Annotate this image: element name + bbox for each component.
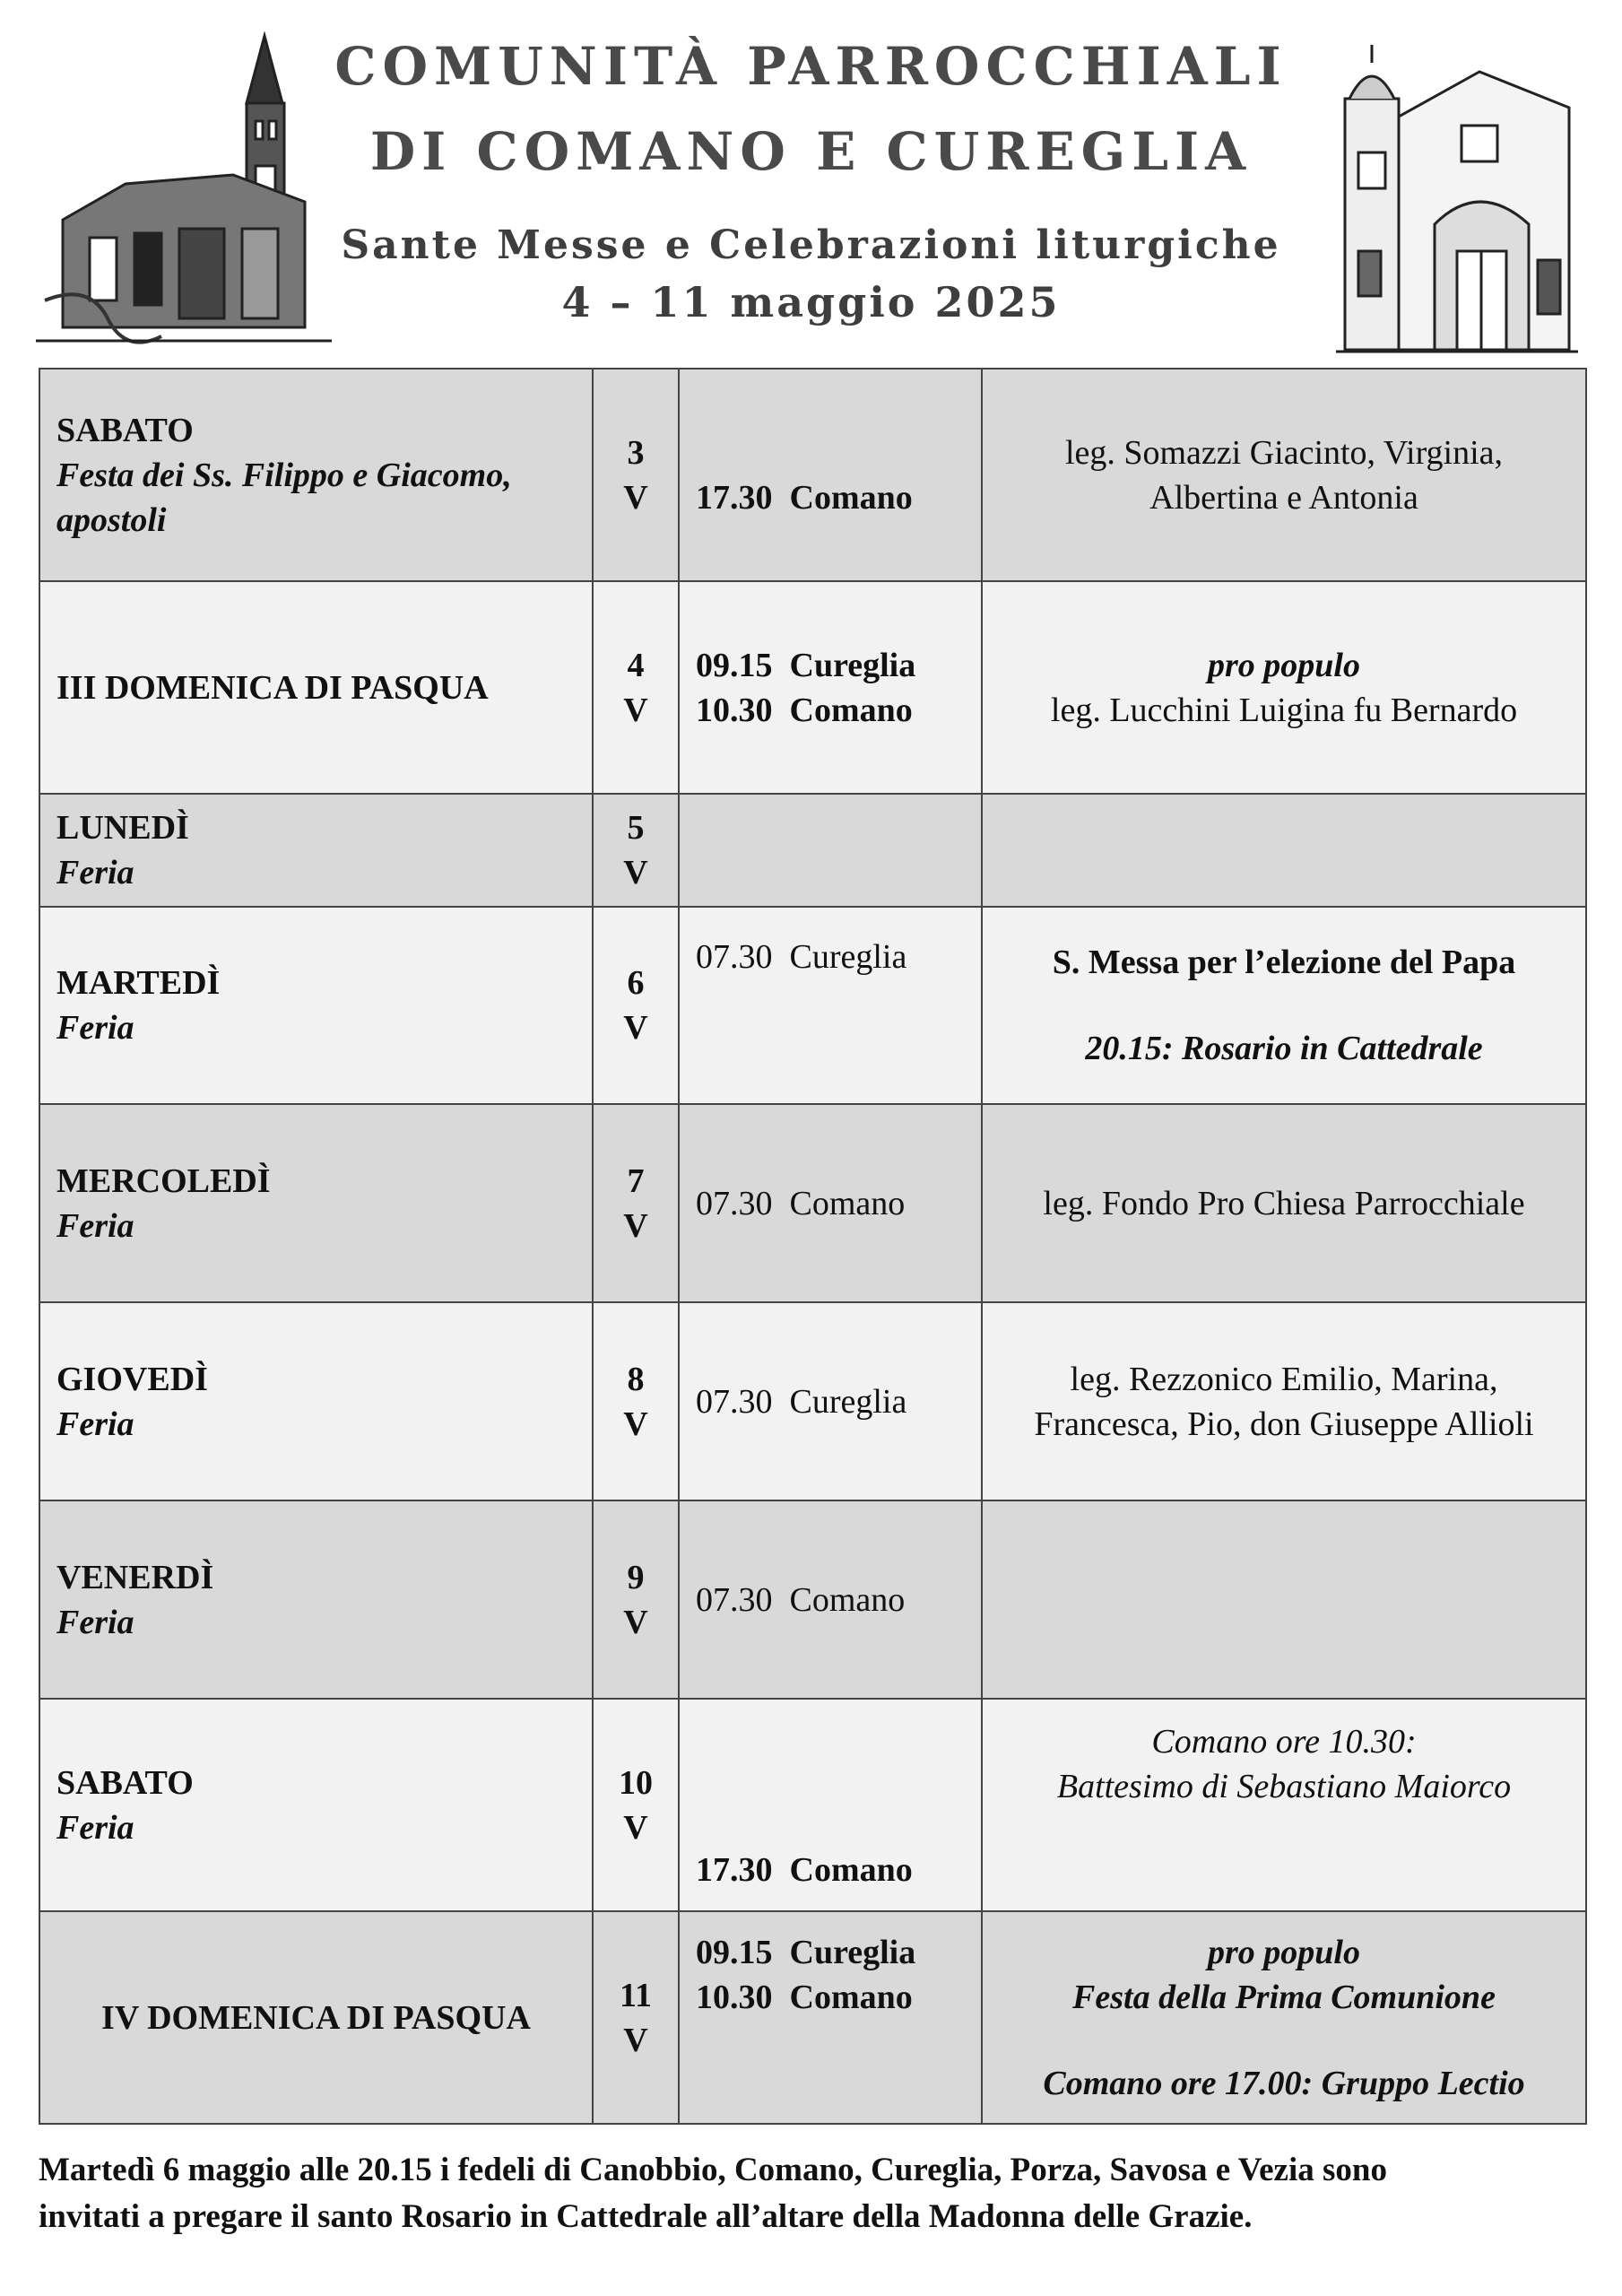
date-cell [593,1699,679,1911]
date-number: 7 [627,1161,645,1200]
date-cell [593,581,679,794]
footer-line: invitati a pregare il santo Rosario in Cattedrale all’altare della Madonna delle Grazie. [39,2198,1253,2235]
table-row [39,1500,1586,1699]
day-note: Feria [56,1808,134,1847]
intent-cell [982,1911,1586,2124]
day-note: Festa dei Ss. Filippo e Giacomo, apostoli [56,456,512,539]
table-row [39,1911,1586,2124]
day-name: VENERDÌ [56,1558,214,1596]
date-cell [593,794,679,907]
day-cell [39,794,593,907]
mass-time: 17.30 Comano [696,478,913,517]
intent-line: leg. Lucchini Luigina fu Bernardo [1050,691,1518,729]
day-name: MERCOLEDÌ [56,1161,271,1200]
day-note: Feria [56,1206,134,1245]
intent-cell [982,581,1586,794]
table-row [39,907,1586,1104]
mass-time: 09.15 Cureglia [696,646,916,684]
day-name: GIOVEDÌ [56,1360,208,1398]
mass-time: 09.15 Cureglia [696,1934,916,1971]
day-name: SABATO [56,411,194,449]
intent-line: S. Messa per l’elezione del Papa [1052,944,1516,981]
times-cell [679,1302,982,1500]
intent-cell [982,907,1586,1104]
liturgical-color: V [623,1808,648,1847]
date-number: 3 [627,433,645,472]
date-cell [593,1911,679,2124]
times-cell [679,1911,982,2124]
church-right-icon [1336,45,1578,354]
mass-time: 10.30 Comano [696,1979,913,2016]
times-cell [679,907,982,1104]
subtitle: Sante Messe e Celebrazioni liturgiche [341,222,1281,268]
day-note: Feria [56,1405,134,1443]
day-name: MARTEDÌ [56,964,221,1002]
mass-time: 17.30 Comano [696,1851,913,1889]
date-cell [593,1302,679,1500]
day-name: LUNEDÌ [56,809,189,847]
footer-note [39,2147,1594,2240]
liturgical-color: V [623,1009,648,1047]
intent-line: Comano ore 10.30: [1151,1723,1417,1761]
table-row [39,369,1586,581]
date-cell [593,907,679,1104]
title-line-2: DI COMANO E CUREGLIA [369,121,1253,182]
day-name: III DOMENICA DI PASQUA [56,668,489,707]
times-cell [679,1104,982,1302]
intent-line: leg. Fondo Pro Chiesa Parrocchiale [1043,1184,1525,1222]
table-row [39,581,1586,794]
liturgical-color: V [623,1206,648,1245]
day-cell [39,1911,593,2124]
day-cell [39,1699,593,1911]
day-note: Feria [56,1603,134,1641]
intent-cell [982,1302,1586,1500]
mass-time: 07.30 Cureglia [696,938,907,976]
date-number: 10 [619,1763,653,1802]
intent-cell [982,1104,1586,1302]
intent-line: leg. Rezzonico Emilio, Marina, [1070,1360,1498,1398]
intent-cell [982,1500,1586,1699]
schedule-table [39,368,1587,2125]
date-number: 11 [620,1976,652,2014]
header [0,0,1622,359]
date-number: 4 [627,646,645,684]
times-cell [679,1500,982,1699]
date-range: 4 – 11 maggio 2025 [561,278,1061,326]
mass-time: 07.30 Comano [696,1580,906,1619]
table-row [39,1104,1586,1302]
table-row [39,1699,1586,1911]
date-cell [593,1104,679,1302]
day-name: SABATO [56,1763,194,1802]
table-row [39,1302,1586,1500]
intent-line: leg. Somazzi Giacinto, Virginia, [1064,433,1504,472]
date-cell [593,369,679,581]
intent-cell [982,1699,1586,1911]
liturgical-color: V [623,478,648,517]
date-cell [593,1500,679,1699]
date-number: 8 [627,1360,645,1398]
day-cell [39,907,593,1104]
footer-line: Martedì 6 maggio alle 20.15 i fedeli di Canobbio, Comano, Cureglia, Porza, Savosa e Vezia sono [39,2152,1387,2188]
date-number: 5 [627,809,645,847]
day-cell [39,581,593,794]
intent-line: pro populo [1208,646,1360,684]
intent-line: Festa della Prima Comunione [1072,1978,1496,2016]
intent-line: Comano ore 17.00: Gruppo Lectio [1043,2064,1525,2102]
liturgical-color: V [623,1405,648,1443]
day-note: Feria [56,854,134,891]
intent-line: 20.15: Rosario in Cattedrale [1085,1030,1483,1067]
intent-line: pro populo [1208,1933,1360,1971]
liturgical-color: V [623,854,648,891]
day-cell [39,369,593,581]
times-cell [679,369,982,581]
times-cell [679,1699,982,1911]
intent-line: Battesimo di Sebastiano Maiorco [1056,1768,1512,1805]
intent-cell [982,369,1586,581]
day-cell [39,1302,593,1500]
mass-time: 07.30 Comano [696,1184,906,1222]
times-cell [679,794,982,907]
title-line-1: COMUNITÀ PARROCCHIALI [334,36,1288,97]
day-note: Feria [56,1009,134,1047]
liturgical-color: V [623,691,648,729]
table-row [39,794,1586,907]
date-number: 9 [627,1558,645,1596]
date-number: 6 [627,964,645,1002]
times-cell [679,581,982,794]
day-name: IV DOMENICA DI PASQUA [101,1998,531,2037]
intent-line: Albertina e Antonia [1149,478,1418,517]
mass-time: 07.30 Cureglia [696,1382,907,1421]
day-cell [39,1104,593,1302]
day-cell [39,1500,593,1699]
liturgical-color: V [623,1603,648,1641]
intent-cell [982,794,1586,907]
intent-line: Francesca, Pio, don Giuseppe Allioli [1034,1405,1534,1443]
liturgical-color: V [623,2021,648,2059]
mass-time: 10.30 Comano [696,691,913,729]
